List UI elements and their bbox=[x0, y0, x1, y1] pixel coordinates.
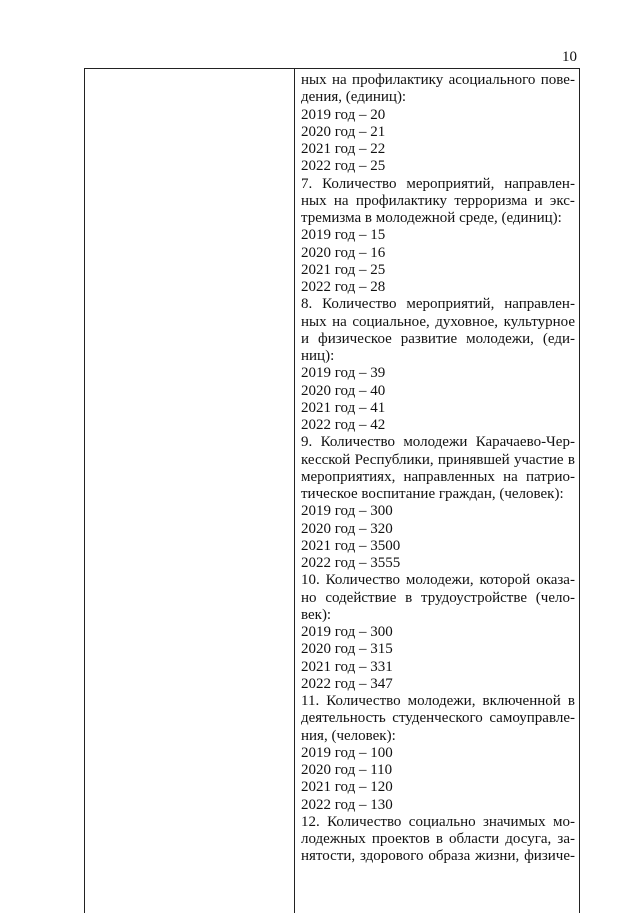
text-line bbox=[301, 710, 575, 727]
text-line: 2021 год – 25 bbox=[301, 261, 386, 278]
text-word: направлен- bbox=[504, 175, 575, 192]
text-line: век): bbox=[301, 606, 332, 623]
text-word: физическое bbox=[317, 330, 392, 347]
text-word: принявшей bbox=[437, 451, 510, 468]
text-word: но bbox=[301, 589, 317, 606]
page-number: 10 bbox=[562, 49, 577, 65]
text-line bbox=[301, 469, 575, 486]
text-word: за- bbox=[557, 831, 575, 847]
text-line bbox=[301, 814, 575, 831]
text-word: Количество bbox=[320, 434, 395, 451]
text-word: мо- bbox=[552, 813, 575, 830]
text-line: 2022 год – 3555 bbox=[301, 555, 401, 571]
text-line bbox=[301, 848, 575, 865]
text-word: нятости, bbox=[301, 848, 356, 865]
text-line bbox=[301, 693, 575, 710]
text-word: Количество bbox=[325, 572, 400, 589]
text-word: участие bbox=[513, 451, 564, 468]
text-line: 2020 год – 40 bbox=[301, 382, 386, 399]
text-word: профилактику bbox=[352, 72, 444, 88]
text-word: в bbox=[435, 831, 443, 847]
text-line: 2022 год – 42 bbox=[301, 417, 386, 433]
text-line: ния, (человек): bbox=[301, 727, 396, 744]
text-word: пове- bbox=[540, 72, 575, 88]
text-word: молодежи, bbox=[405, 572, 474, 589]
text-word: молодежи bbox=[403, 434, 468, 451]
text-line bbox=[301, 296, 575, 313]
text-word: Количество bbox=[327, 813, 402, 830]
text-word: 9. bbox=[301, 434, 313, 451]
text-line: 2019 год – 300 bbox=[301, 503, 393, 520]
text-word: 11. bbox=[301, 693, 320, 709]
text-word: молодежи, bbox=[407, 693, 476, 709]
text-word: духовное, bbox=[435, 313, 499, 330]
text-line: тремизма в молодежной среде, (единиц): bbox=[301, 210, 562, 226]
text-word: в bbox=[405, 589, 413, 606]
text-line bbox=[301, 590, 575, 607]
text-line: 2019 год – 39 bbox=[301, 365, 386, 382]
text-word: Республики, bbox=[354, 451, 434, 468]
text-word: лодежных bbox=[301, 831, 366, 847]
text-line: 2020 год – 21 bbox=[301, 123, 386, 140]
text-word: здорового bbox=[360, 848, 424, 865]
text-word: на bbox=[333, 192, 349, 209]
text-word: которой bbox=[479, 572, 531, 589]
text-word: мероприятиях, bbox=[301, 468, 396, 485]
text-line: 2020 год – 315 bbox=[301, 641, 393, 658]
text-line bbox=[301, 72, 575, 89]
text-word: Количество bbox=[322, 296, 397, 313]
text-word: терроризма bbox=[454, 192, 528, 209]
text-line: 2021 год – 22 bbox=[301, 141, 386, 157]
text-word: в bbox=[567, 693, 575, 709]
text-word: области bbox=[449, 831, 500, 847]
text-word: содействие bbox=[325, 589, 397, 606]
text-word: в bbox=[567, 451, 575, 468]
text-word: (чело- bbox=[535, 589, 575, 606]
table-right-column bbox=[301, 72, 575, 866]
text-word: Карачаево-Чер- bbox=[475, 434, 575, 451]
text-word: кесской bbox=[301, 451, 351, 468]
text-line: 2022 год – 347 bbox=[301, 675, 393, 692]
document-table bbox=[84, 68, 580, 913]
text-word: досуга, bbox=[505, 831, 552, 847]
text-line: 2022 год – 25 bbox=[301, 158, 386, 175]
text-word: на bbox=[503, 468, 518, 485]
text-line: 2019 год – 100 bbox=[301, 744, 393, 761]
text-word: на bbox=[332, 313, 347, 330]
text-word: направленных bbox=[403, 468, 495, 485]
text-word: ных bbox=[301, 313, 327, 330]
text-line: 2021 год – 3500 bbox=[301, 537, 401, 554]
text-line bbox=[301, 331, 575, 348]
text-word: 7. bbox=[301, 175, 313, 192]
text-line: дения, (единиц): bbox=[301, 89, 407, 106]
text-word: мероприятий, bbox=[406, 296, 495, 313]
text-word: развитие bbox=[400, 330, 458, 347]
text-line: 2022 год – 28 bbox=[301, 279, 386, 295]
text-word: Количество bbox=[322, 175, 397, 192]
text-line: 2021 год – 41 bbox=[301, 399, 386, 416]
text-word: включенной bbox=[482, 693, 561, 709]
text-line bbox=[301, 572, 575, 589]
text-word: жизни, bbox=[475, 848, 520, 865]
text-line bbox=[301, 452, 575, 469]
text-word: трудоустройстве bbox=[421, 589, 527, 606]
text-line: 2021 год – 331 bbox=[301, 658, 393, 675]
text-word: на bbox=[331, 72, 347, 88]
text-line: 2019 год – 20 bbox=[301, 106, 386, 123]
text-line: 2020 год – 110 bbox=[301, 762, 393, 778]
text-word: студенческого bbox=[392, 710, 483, 727]
text-word: культурное bbox=[503, 313, 575, 330]
text-word: 10. bbox=[301, 572, 320, 589]
text-line bbox=[301, 831, 575, 848]
text-line: 2019 год – 15 bbox=[301, 227, 386, 244]
text-word: социально bbox=[408, 813, 476, 830]
text-line bbox=[301, 314, 575, 331]
text-word: и bbox=[301, 330, 310, 347]
text-line: 2020 год – 320 bbox=[301, 520, 393, 537]
text-word: физиче- bbox=[524, 848, 575, 865]
text-word: 12. bbox=[301, 813, 320, 830]
text-word: социальное, bbox=[352, 313, 430, 330]
text-word: (еди- bbox=[542, 330, 575, 347]
text-line: 2020 год – 16 bbox=[301, 244, 386, 261]
text-line: тическое воспитание граждан, (человек): bbox=[301, 486, 564, 502]
text-word: асоциального bbox=[448, 72, 536, 88]
text-line: 2019 год – 300 bbox=[301, 624, 393, 640]
text-word: проектов bbox=[371, 831, 430, 847]
text-word: ных bbox=[301, 192, 327, 209]
text-word: патрио- bbox=[525, 468, 575, 485]
text-word: мероприятий, bbox=[406, 175, 495, 192]
text-word: деятельность bbox=[301, 710, 386, 727]
text-line bbox=[301, 434, 575, 451]
text-word: Количество bbox=[326, 693, 401, 709]
text-line bbox=[301, 193, 575, 210]
text-line: 2022 год – 130 bbox=[301, 796, 393, 813]
text-line bbox=[301, 176, 575, 193]
text-word: образа bbox=[428, 848, 471, 865]
text-word: значимых bbox=[482, 813, 546, 830]
text-word: самоуправле- bbox=[489, 710, 575, 727]
text-word: экс- bbox=[549, 192, 575, 209]
text-word: оказа- bbox=[536, 572, 575, 589]
text-word: 8. bbox=[301, 296, 313, 313]
text-word: ных bbox=[301, 72, 327, 88]
table-left-column bbox=[85, 69, 295, 913]
text-line: 2021 год – 120 bbox=[301, 779, 393, 796]
text-word: молодежи, bbox=[466, 330, 534, 347]
text-line: ниц): bbox=[301, 348, 335, 364]
text-word: направлен- bbox=[504, 296, 575, 313]
text-word: и bbox=[534, 192, 543, 209]
text-word: профилактику bbox=[355, 192, 448, 209]
